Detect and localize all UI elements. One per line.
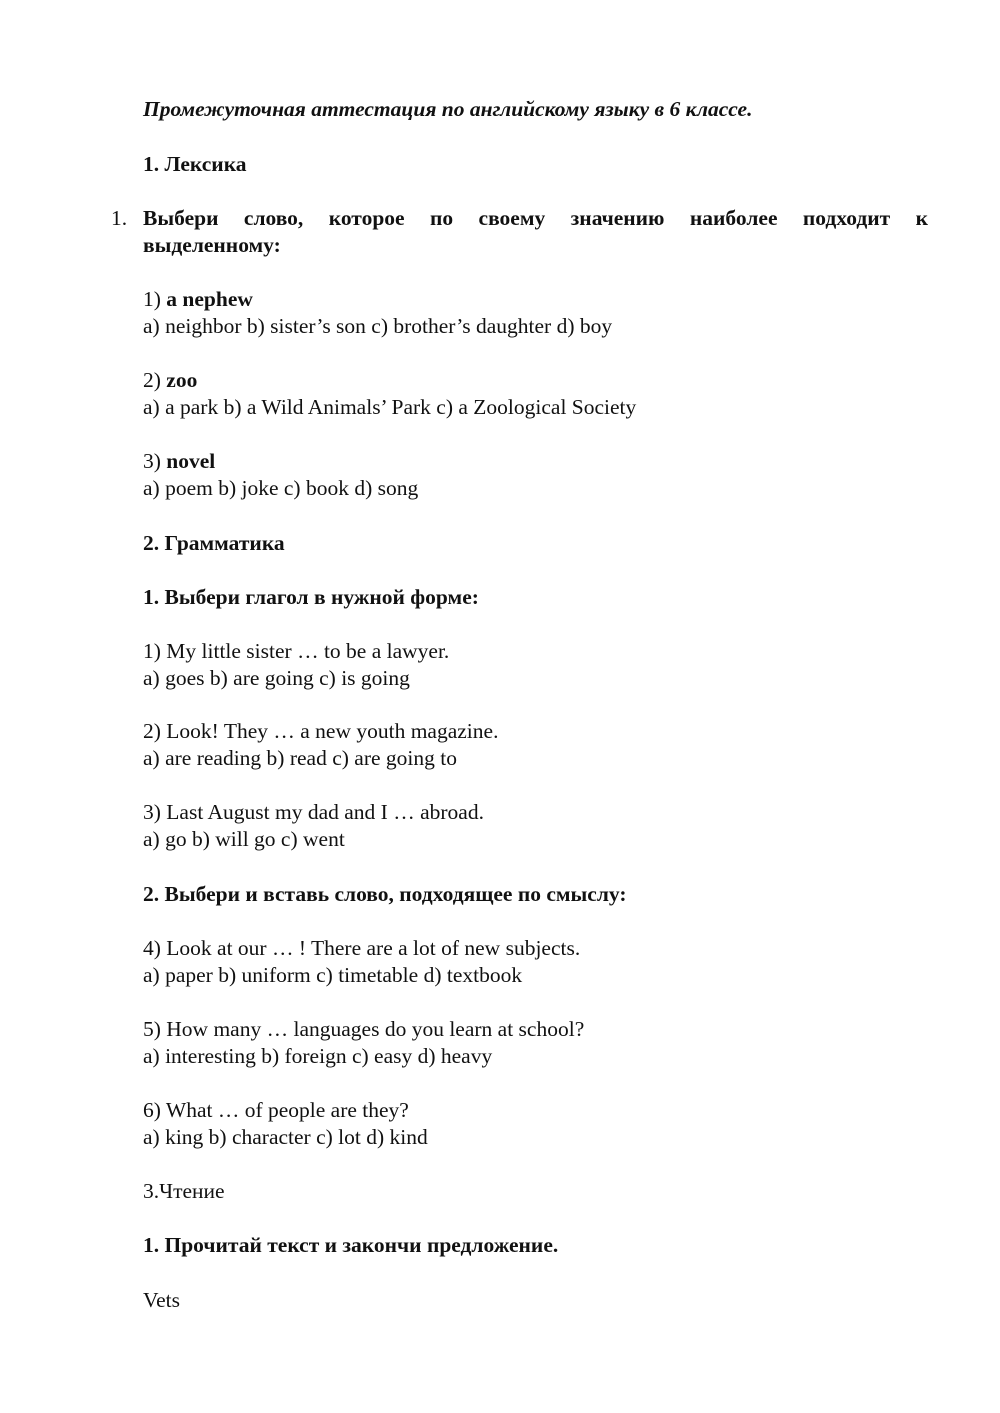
grammar-question-2: 2) Look! They … a new youth magazine.: [143, 719, 499, 743]
grammar-question-2-options: a) are reading b) read c) are going to: [143, 746, 457, 770]
grammar-question-3-options: a) go b) will go c) went: [143, 827, 345, 851]
lexis-question-2: [143, 367, 197, 394]
reading-text-title: Vets: [143, 1288, 181, 1312]
question-number: 1): [143, 287, 167, 311]
grammar-question-4-options: a) paper b) uniform c) timetable d) textbook: [143, 963, 523, 987]
lexis-question-3: [143, 448, 215, 475]
question-number: 3): [143, 449, 167, 473]
question-number: 2): [143, 368, 167, 392]
lexis-task-line1: Выбери слово, которое по своему значению наиболее подходит к: [143, 206, 928, 230]
grammar-task-1: 1. Выбери глагол в нужной форме:: [143, 585, 479, 609]
highlighted-word: zoo: [166, 368, 198, 392]
grammar-question-5-options: a) interesting b) foreign c) easy d) heavy: [143, 1044, 493, 1068]
grammar-question-3: 3) Last August my dad and I … abroad.: [143, 800, 484, 824]
reading-heading: 3.Чтение: [143, 1179, 225, 1203]
highlighted-word: novel: [166, 449, 216, 473]
lexis-task-number: 1.: [111, 206, 128, 230]
lexis-task-line2: выделенному:: [143, 233, 281, 257]
lexis-question-1-options: a) neighbor b) sister’s son c) brother’s daughter d) boy: [143, 314, 613, 338]
grammar-question-5: 5) How many … languages do you learn at school?: [143, 1017, 585, 1041]
lexis-question-2-options: a) a park b) a Wild Animals’ Park c) a Zoological Society: [143, 395, 637, 419]
grammar-question-4: 4) Look at our … ! There are a lot of new subjects.: [143, 936, 581, 960]
grammar-question-1: 1) My little sister … to be a lawyer.: [143, 639, 450, 663]
lexis-question-3-options: a) poem b) joke c) book d) song: [143, 476, 419, 500]
page-title: Промежуточная аттестация по английскому языку в 6 классе.: [143, 97, 753, 121]
grammar-heading: 2. Грамматика: [143, 531, 285, 555]
grammar-task-2: 2. Выбери и вставь слово, подходящее по смыслу:: [143, 882, 627, 906]
grammar-question-6: 6) What … of people are they?: [143, 1098, 409, 1122]
grammar-question-6-options: a) king b) character c) lot d) kind: [143, 1125, 428, 1149]
grammar-question-1-options: a) goes b) are going c) is going: [143, 666, 410, 690]
lexis-heading: 1. Лексика: [143, 152, 247, 176]
lexis-question-1: [143, 286, 253, 313]
reading-task-1: 1. Прочитай текст и закончи предложение.: [143, 1233, 559, 1257]
highlighted-word: a nephew: [166, 287, 253, 311]
